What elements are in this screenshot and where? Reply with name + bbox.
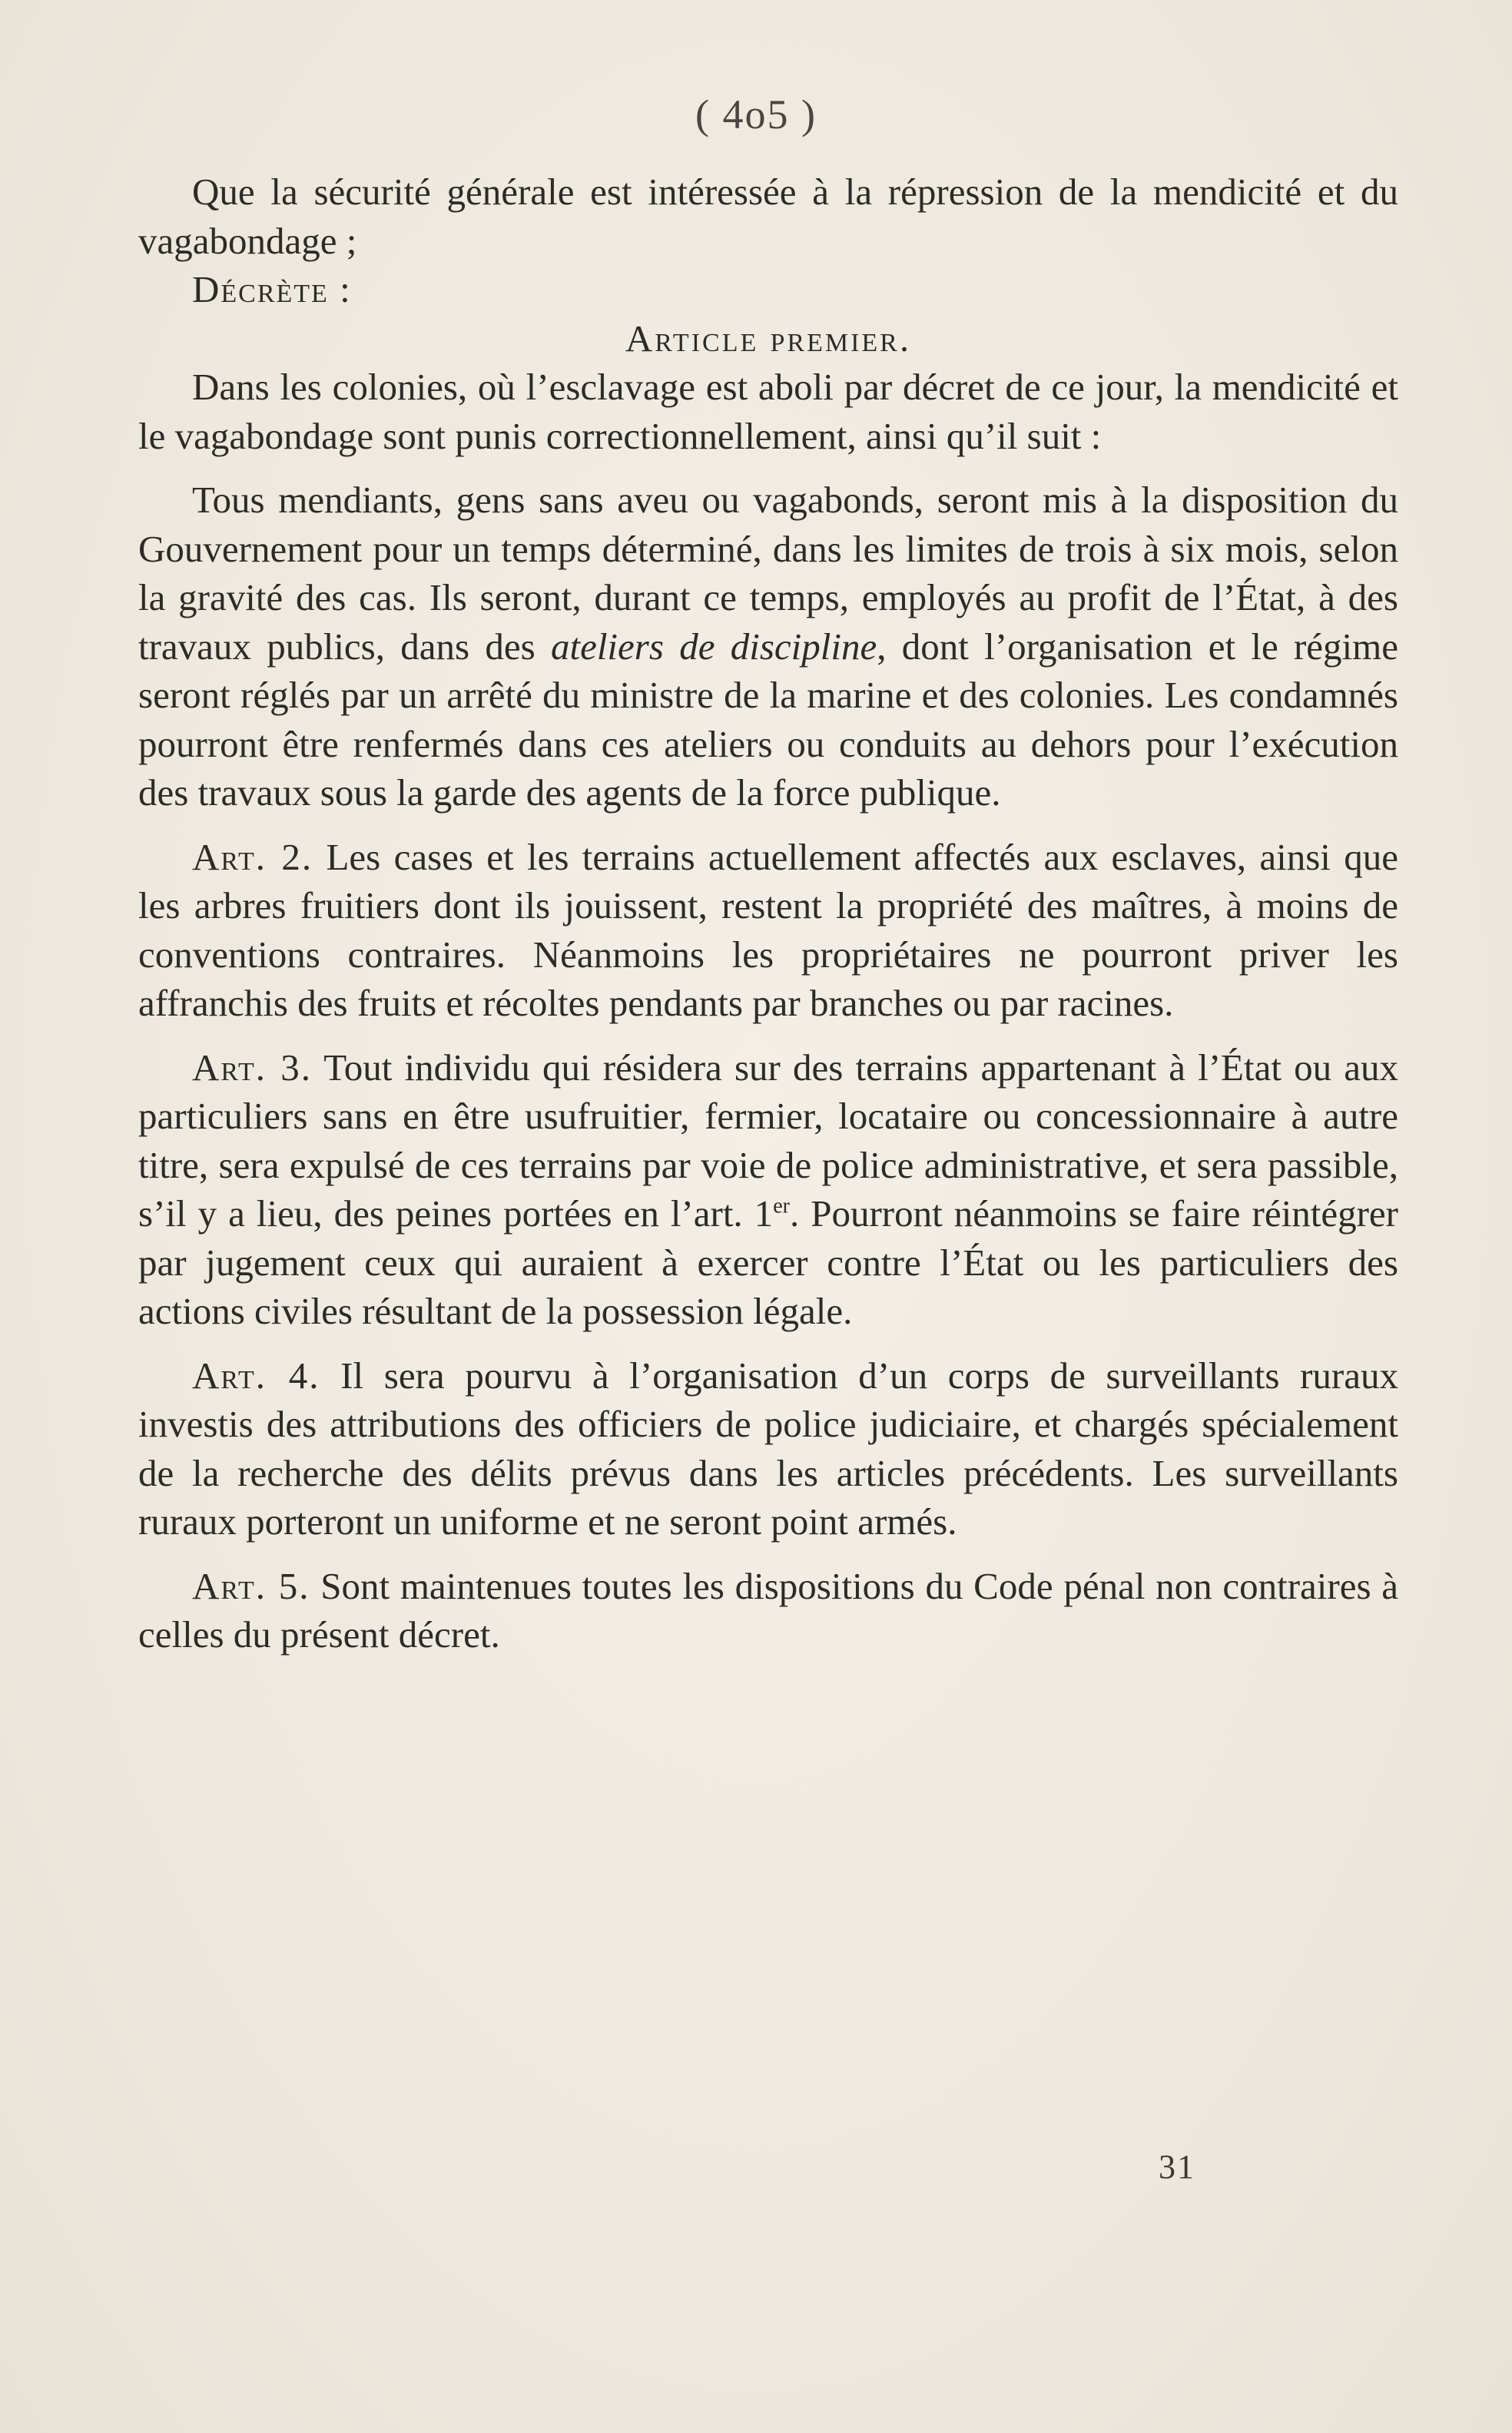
- article-5-label: Art. 5.: [192, 1564, 310, 1607]
- decrete-heading: Décrète :: [192, 268, 352, 310]
- article-1-paragraph-1: Dans les colonies, où l’esclavage est aboli par décret de ce jour, la mendicité et le vagabondage sont punis correctionnellement, ainsi qu’il suit :: [138, 366, 1398, 457]
- intro-paragraph: Que la sécurité générale est intéressée à la répression de la mendicité et du vagabondage ;: [138, 171, 1398, 262]
- article-4-paragraph: [138, 1351, 1398, 1546]
- article-3-paragraph: [138, 1043, 1398, 1336]
- article-5-text: Sont maintenues toutes les dispositions du Code pénal non contraires à celles du présent décret.: [138, 1564, 1398, 1656]
- article-2-text: Les cases et les terrains actuellement affectés aux esclaves, ainsi que les arbres fruitiers dont ils jouissent, restent la propriété des maîtres, à moins de conventions contraires. Néanmoins les propriétaires ne pourront priver les affranchis des fruits et récoltes pendants par branches ou par racines.: [138, 835, 1398, 1024]
- article-4-label: Art. 4.: [192, 1354, 320, 1397]
- decree-text: [138, 167, 1398, 1659]
- article-1-text-b: , dont l’organisation et le régime seront réglés par un arrêté du ministre de la marine et des colonies. Les condamnés pourront être renfermés dans ces ateliers ou conduits au dehors pour l’exécution des travaux sous la garde des agents de la force publique.: [138, 625, 1399, 814]
- page-number: ( 4o5 ): [695, 91, 817, 138]
- article-premier-heading: Article premier.: [625, 317, 912, 360]
- article-3-superscript: er: [773, 1194, 790, 1218]
- article-3-text-a: Tout individu qui résidera sur des terrains appartenant à l’État ou aux particuliers sans en être usufruitier, fermier, locataire ou concessionnaire à autre titre, sera expulsé de ces terrains par voie de police administrative, et sera passible, s’il y a lieu, des peines portées en l’art. 1: [138, 1046, 1398, 1235]
- article-3-text-b: . Pourront néanmoins se faire réintégrer par jugement ceux qui auraient à exercer contre l’État ou les particuliers des actions civiles résultant de la possession légale.: [138, 1192, 1398, 1332]
- article-3-label: Art. 3.: [192, 1046, 312, 1089]
- signature-mark: 31: [1159, 2148, 1195, 2186]
- ateliers-de-discipline-term: ateliers de discipline: [550, 625, 877, 668]
- article-4-text: Il sera pourvu à l’organisation d’un corps de surveillants ruraux investis des attributions des officiers de police judiciaire, et chargés spécialement de la recherche des délits prévus dans les articles précédents. Les surveillants ruraux porteront un uniforme et ne seront point armés.: [138, 1354, 1398, 1543]
- article-2-paragraph: [138, 833, 1398, 1028]
- article-2-label: Art. 2.: [192, 835, 313, 878]
- article-1-paragraph-2: [138, 476, 1398, 817]
- article-5-paragraph: [138, 1562, 1398, 1659]
- article-1-text-a: Tous mendiants, gens sans aveu ou vagabonds, seront mis à la disposition du Gouvernement pour un temps déterminé, dans les limites de trois à six mois, selon la gravité des cas. Ils seront, durant ce temps, employés au profit de l’État, à des travaux publics, dans des: [138, 479, 1398, 668]
